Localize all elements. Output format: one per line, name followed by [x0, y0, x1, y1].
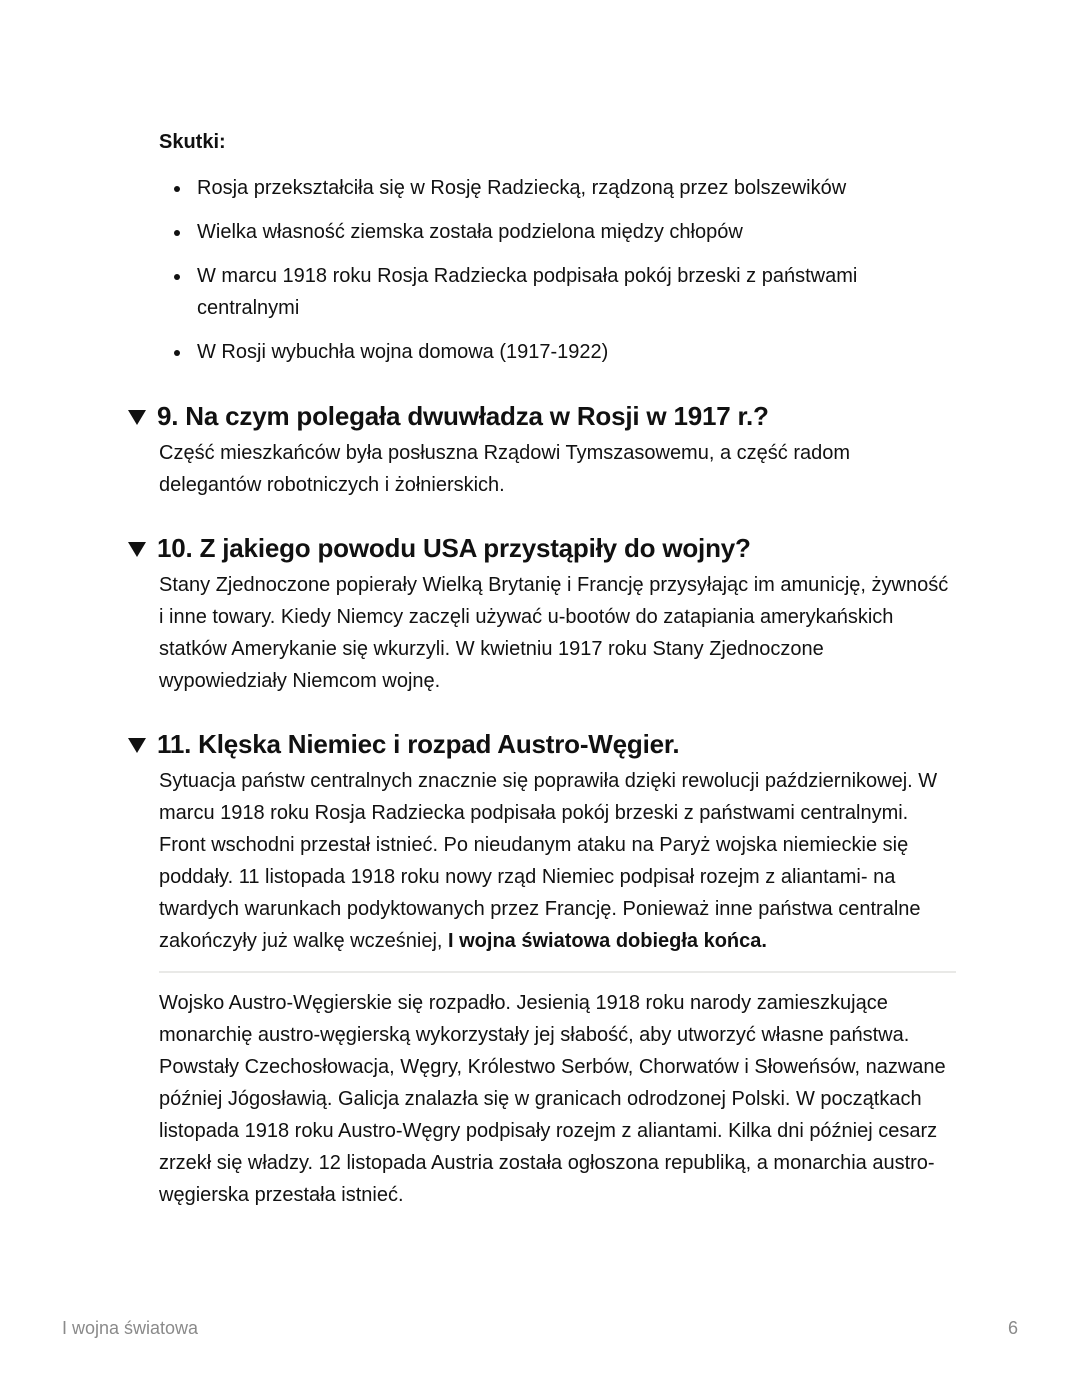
- paragraph: Część mieszkańców była posłuszna Rządowi Tymszasowemu, a część radom delegantów robotniczych i żołnierskich.: [159, 442, 851, 496]
- page-content: [126, 128, 956, 1211]
- list-item-text: W marcu 1918 roku Rosja Radziecka podpisała pokój brzeski z państwami centralnymi: [197, 265, 858, 319]
- toggle-body-9: [126, 435, 956, 501]
- toggle-section-11: [126, 725, 956, 1211]
- bullet-icon: [174, 350, 180, 356]
- list-item: [197, 260, 956, 324]
- toggle-section-9: [126, 397, 956, 501]
- paragraph: Wojsko Austro-Węgierskie się rozpadło. Jesienią 1918 roku narody zamieszkujące monarchię austro-węgierską wykorzystały jej słabość, aby utworzyć własne państwa. Powstały Czechosłowacja, Węgry, Królestwo Serbów, Chorwatów i Słoweńsów, nazwane później Jógosławią. Galicja znalazła się w granicach odrodzonej Polski. W początkach listopada 1918 roku Austro-Węgry podpisały rozejm z aliantami. Kilka dni później cesarz zrzekł się władzy. 12 listopada Austria została ogłoszona republiką, a monarchia austro-węgierska przestała istnieć.: [159, 992, 946, 1206]
- list-item-text: Rosja przekształciła się w Rosję Radziecką, rządzoną przez bolszewików: [197, 177, 847, 199]
- paragraph-bold-text: I wojna światowa dobiegła końca.: [448, 930, 767, 952]
- toggle-header-11[interactable]: [126, 725, 956, 763]
- page-footer: [62, 1318, 1018, 1339]
- toggle-body-10: [126, 567, 956, 697]
- bullet-icon: [174, 230, 180, 236]
- bullet-icon: [174, 186, 180, 192]
- skutki-block: [126, 128, 956, 368]
- bullet-icon: [174, 274, 180, 280]
- footer-title: I wojna światowa: [62, 1318, 199, 1338]
- section-heading: 11. Klęska Niemiec i rozpad Austro-Węgier.: [157, 729, 680, 759]
- skutki-list: [159, 172, 956, 368]
- section-heading: 9. Na czym polegała dwuwładza w Rosji w 1917 r.?: [157, 401, 769, 431]
- page-number: 6: [1007, 1318, 1018, 1338]
- paragraph: [159, 765, 956, 957]
- list-item: [197, 336, 956, 368]
- toggle-header-10[interactable]: [126, 529, 956, 567]
- toggle-body-11: [126, 763, 956, 1211]
- list-item-text: Wielka własność ziemska została podzielona między chłopów: [197, 221, 743, 243]
- triangle-down-icon[interactable]: [128, 738, 146, 753]
- list-item: [197, 172, 956, 204]
- paragraph-text: Sytuacja państw centralnych znacznie się poprawiła dzięki rewolucji październikowej. W marcu 1918 roku Rosja Radziecka podpisała pokój brzeski z państwami centralnymi. Front wschodni przestał istnieć. Po nieudanym ataku na Paryż wojska niemieckie się poddały. 11 listopada 1918 roku nowy rząd Niemiec podpisał rozejm z aliantami- na twardych warunkach podyktowanych przez Francję. Ponieważ inne państwa centralne zakończyły już walkę wcześniej,: [159, 770, 938, 952]
- triangle-down-icon[interactable]: [128, 542, 146, 557]
- toggle-header-9[interactable]: [126, 397, 956, 435]
- toggle-section-10: [126, 529, 956, 697]
- section-heading: 10. Z jakiego powodu USA przystąpiły do wojny?: [157, 533, 751, 563]
- divider: [159, 971, 956, 973]
- skutki-label: Skutki:: [159, 131, 226, 153]
- paragraph: Stany Zjednoczone popierały Wielką Brytanię i Francję przysyłając im amunicję, żywność i inne towary. Kiedy Niemcy zaczęli używać u-bootów do zatapiania amerykańskich statków Amerykanie się wkurzyli. W kwietniu 1917 roku Stany Zjednoczone wypowiedziały Niemcom wojnę.: [159, 574, 949, 692]
- list-item: [197, 216, 956, 248]
- list-item-text: W Rosji wybuchła wojna domowa (1917-1922): [197, 341, 609, 363]
- triangle-down-icon[interactable]: [128, 410, 146, 425]
